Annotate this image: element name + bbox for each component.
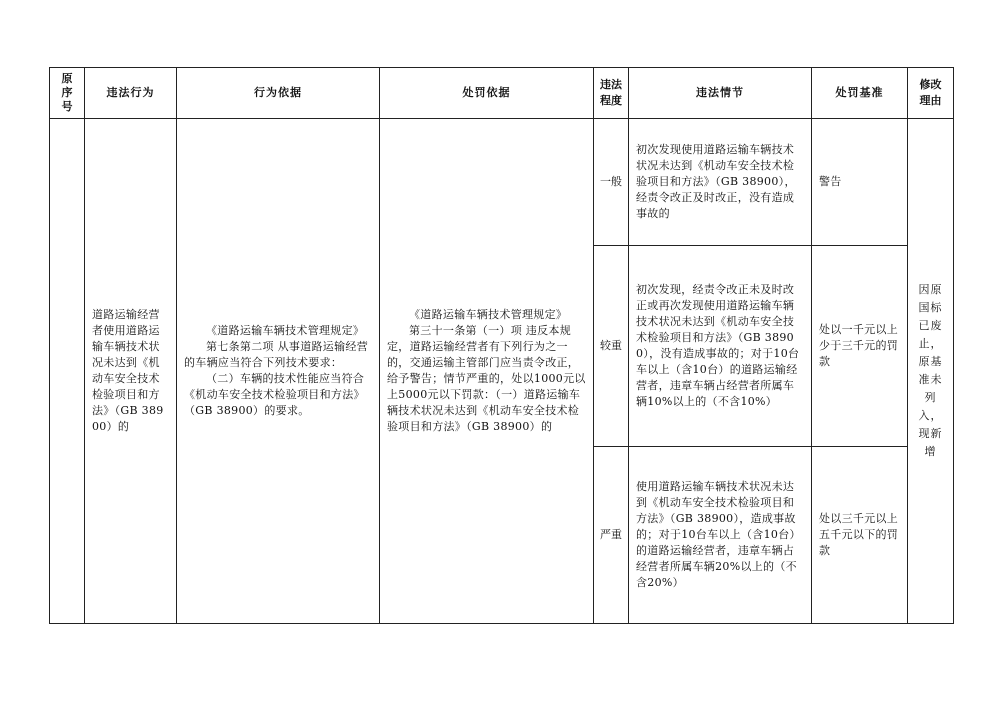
header-standard: 处罚基准 bbox=[812, 68, 908, 119]
circumstance-text: 初次发现使用道路运输车辆技术状况未达到《机动车安全技术检验项目和方法》（GB 38900），经责令改正及时改正，没有造成事故的 bbox=[636, 143, 796, 220]
degree-cell: 严重 bbox=[594, 447, 629, 624]
circumstance-text: 使用道路运输车辆技术状况未达到《机动车安全技术检验项目和方法》（GB 38900），造成事故的；对于10台车以上（含10台）的道路运输经营者，违章车辆占经营者所属车辆20%以上的（不含20%） bbox=[636, 480, 801, 589]
circumstance-cell bbox=[629, 447, 812, 624]
basis-cell bbox=[177, 119, 380, 624]
reason-cell bbox=[908, 119, 954, 624]
header-seq: 原序号 bbox=[50, 68, 85, 119]
circumstance-cell bbox=[629, 246, 812, 447]
standard-cell bbox=[812, 447, 908, 624]
penalty-basis-cell bbox=[380, 119, 594, 624]
basis-title: 《道路运输车辆技术管理规定》 bbox=[206, 324, 365, 337]
act-cell bbox=[85, 119, 177, 624]
reason-text: 因原国标已废止，原基准未列入，现新增 bbox=[918, 283, 943, 458]
standard-text: 警告 bbox=[819, 175, 842, 188]
header-reason: 修改理由 bbox=[908, 68, 954, 119]
degree-cell: 一般 bbox=[594, 119, 629, 246]
table-row bbox=[50, 119, 954, 246]
header-basis: 行为依据 bbox=[177, 68, 380, 119]
header-degree: 违法程度 bbox=[594, 68, 629, 119]
act-text: 道路运输经营者使用道路运输车辆技术状况未达到《机动车安全技术检验项目和方法》（GB 38900）的 bbox=[92, 308, 164, 433]
standard-cell bbox=[812, 246, 908, 447]
penalty-basis-text bbox=[380, 307, 593, 435]
penalty-basis-title: 《道路运输车辆技术管理规定》 bbox=[409, 308, 568, 321]
standard-text: 处以一千元以上少于三千元的罚款 bbox=[819, 323, 899, 368]
penalty-basis-body: 第三十一条第（一）项 违反本规定，道路运输经营者有下列行为之一的，交通运输主管部门应当责令改正，给予警告；情节严重的，处以1000元以上5000元以下罚款：（一）道路运输车辆技术状况未达到《机动车安全技术检验项目和方法》（GB 38900）的 bbox=[387, 324, 586, 433]
circumstance-cell bbox=[629, 119, 812, 246]
standard-cell bbox=[812, 119, 908, 246]
basis-item: （二）车辆的技术性能应当符合《机动车安全技术检验项目和方法》（GB 38900）的要求。 bbox=[184, 372, 365, 417]
standard-text: 处以三千元以上五千元以下的罚款 bbox=[819, 512, 899, 557]
header-act: 违法行为 bbox=[85, 68, 177, 119]
seq-cell bbox=[50, 119, 85, 624]
basis-text bbox=[177, 323, 379, 419]
circumstance-text: 初次发现，经责令改正未及时改正或再次发现使用道路运输车辆技术状况未达到《机动车安全技术检验项目和方法》（GB 38900），没有造成事故的；对于10台车以上（含10台）的道路运输经营者，违章车辆占经营者所属车辆10%以上的（不含10%） bbox=[636, 283, 800, 408]
basis-clause: 第七条第二项 从事道路运输经营的车辆应当符合下列技术要求： bbox=[184, 340, 368, 369]
header-row bbox=[50, 68, 954, 119]
penalty-standard-table bbox=[49, 67, 954, 624]
header-penalty-basis: 处罚依据 bbox=[380, 68, 594, 119]
header-circumstance: 违法情节 bbox=[629, 68, 812, 119]
degree-cell: 较重 bbox=[594, 246, 629, 447]
